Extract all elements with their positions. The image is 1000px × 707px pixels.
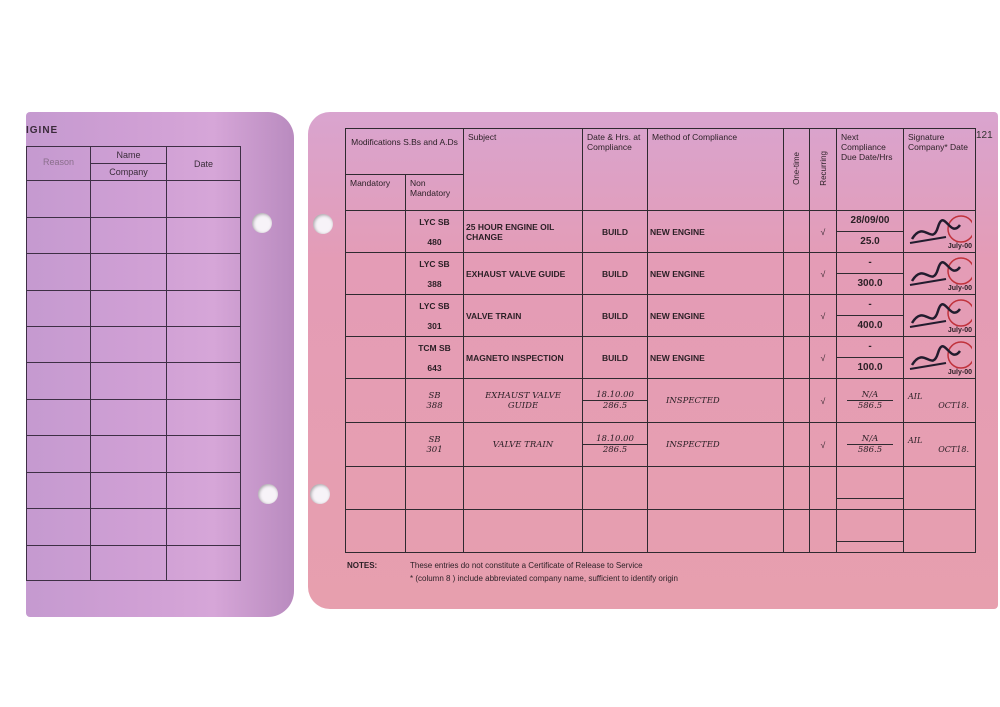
method-cell: NEW ENGINE (648, 295, 784, 337)
ref-cell: SB 388 (406, 379, 464, 423)
table-row (27, 254, 241, 290)
date-cell: 18.10.00 286.5 (583, 423, 648, 467)
subject-cell: 25 HOUR ENGINE OIL CHANGE (464, 211, 583, 253)
ref-cell: LYC SB 480 (406, 211, 464, 253)
recurring-check: √ (810, 211, 837, 253)
table-row: LYC SB 301 VALVE TRAIN BUILD NEW ENGINE √ - 400.0 July-00 (346, 295, 976, 337)
signature-cell: July-00 (904, 295, 976, 337)
compliance-log-table (345, 128, 976, 553)
name-header: Name (91, 147, 167, 164)
binder-hole-right-bottom (310, 484, 330, 504)
binder-hole-left-top (252, 213, 272, 233)
signature-cell: July-00 (904, 211, 976, 253)
date-header: Date (167, 147, 241, 181)
table-row (27, 217, 241, 253)
table-row (27, 509, 241, 545)
recurring-check: √ (810, 295, 837, 337)
method-cell: INSPECTED (648, 379, 784, 423)
left-page-title: IGINE (26, 125, 59, 136)
table-row (27, 436, 241, 472)
page-number: 121 (976, 130, 993, 141)
signature-cell: July-00 (904, 337, 976, 379)
non-mandatory-header: Non Mandatory (406, 175, 464, 211)
table-row: LYC SB 480 25 HOUR ENGINE OIL CHANGE BUILD NEW ENGINE √ 28/09/00 25.0 July-00 (346, 211, 976, 253)
table-row (346, 423, 976, 467)
mandatory-header: Mandatory (346, 175, 406, 211)
recurring-header: Recurring (810, 129, 837, 211)
recurring-check: √ (810, 423, 837, 467)
recurring-check: √ (810, 253, 837, 295)
subject-header: Subject (464, 129, 583, 211)
date-cell: BUILD (583, 337, 648, 379)
binder-hole-right-top (313, 214, 333, 234)
table-row (27, 290, 241, 326)
reason-header: Reason (27, 147, 91, 181)
table-row: LYC SB 388 EXHAUST VALVE GUIDE BUILD NEW ENGINE √ - 300.0 July-00 (346, 253, 976, 295)
signature-cell: AIL OCT18. (904, 379, 976, 423)
method-cell: NEW ENGINE (648, 211, 784, 253)
left-log-table (26, 146, 241, 581)
subject-cell: VALVE TRAIN (464, 423, 583, 467)
method-cell: INSPECTED (648, 423, 784, 467)
ref-cell: TCM SB 643 (406, 337, 464, 379)
ref-cell: LYC SB 301 (406, 295, 464, 337)
table-row (27, 181, 241, 217)
notes-label: NOTES: (347, 561, 378, 570)
notes-line-1: These entries do not constitute a Certificate of Release to Service (410, 561, 643, 570)
mods-header: Modifications S.Bs and A.Ds (346, 129, 464, 175)
method-cell: NEW ENGINE (648, 337, 784, 379)
table-row (27, 472, 241, 508)
next-due-header: Next Compliance Due Date/Hrs (837, 129, 904, 211)
signature-cell: AIL OCT18. (904, 423, 976, 467)
table-row (27, 399, 241, 435)
ref-cell: SB 301 (406, 423, 464, 467)
table-row: TCM SB 643 MAGNETO INSPECTION BUILD NEW ENGINE √ - 100.0 July-00 (346, 337, 976, 379)
subject-cell: VALVE TRAIN (464, 295, 583, 337)
date-cell: BUILD (583, 295, 648, 337)
ref-cell: LYC SB 388 (406, 253, 464, 295)
date-hrs-header: Date & Hrs. at Compliance (583, 129, 648, 211)
signature-header: Signature Company* Date (904, 129, 976, 211)
company-header: Company (91, 164, 167, 181)
date-cell: BUILD (583, 211, 648, 253)
subject-cell: EXHAUST VALVE GUIDE (464, 253, 583, 295)
date-cell: BUILD (583, 253, 648, 295)
signature-cell: July-00 (904, 253, 976, 295)
method-header: Method of Compliance (648, 129, 784, 211)
recurring-check: √ (810, 379, 837, 423)
next-due-cell: N/A 586.5 (837, 379, 904, 423)
date-cell: 18.10.00 286.5 (583, 379, 648, 423)
table-row (346, 467, 976, 510)
next-due-cell: N/A 586.5 (837, 423, 904, 467)
binder-hole-left-bottom (258, 484, 278, 504)
subject-cell: EXHAUST VALVE GUIDE (464, 379, 583, 423)
table-row (27, 326, 241, 362)
table-row (27, 545, 241, 581)
one-time-header: One-time (784, 129, 810, 211)
method-cell: NEW ENGINE (648, 253, 784, 295)
subject-cell: MAGNETO INSPECTION (464, 337, 583, 379)
recurring-check: √ (810, 337, 837, 379)
table-row (346, 379, 976, 423)
table-row (346, 510, 976, 553)
notes-line-2: * (column 8 ) include abbreviated company name, sufficient to identify origin (410, 574, 678, 583)
table-row (27, 363, 241, 399)
